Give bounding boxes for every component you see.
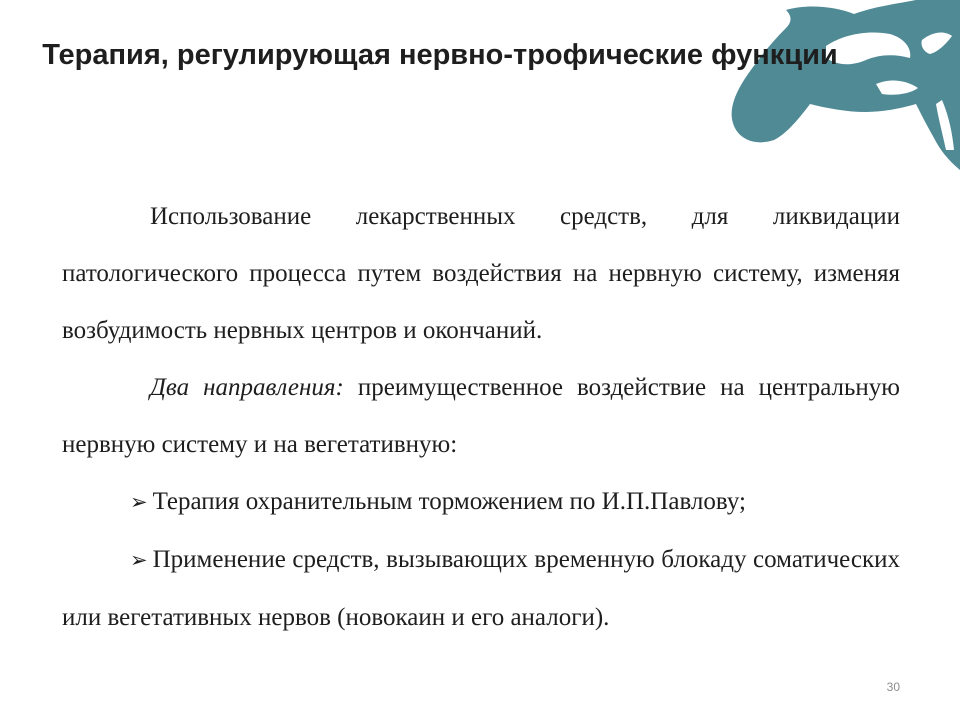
slide-title: Терапия, регулирующая нервно-трофические функции — [42, 39, 838, 71]
bullet-item — [62, 531, 900, 646]
bullet-text: Применение средств, вызывающих временную блокаду соматических или вегетативных нервов (новокаин и его аналоги). — [62, 546, 900, 631]
arrow-bullet-icon: ➢ — [130, 548, 148, 572]
directions-paragraph — [62, 359, 900, 473]
directions-lead: Два направления: — [150, 374, 344, 401]
bullet-text: Терапия охранительным торможением по И.П.Павлову; — [152, 488, 746, 515]
intro-paragraph: Использование лекарственных средств, для ликвидации патологического процесса путем воздействия на нервную систему, изменяя возбудимость нервных центров и окончаний. — [62, 203, 900, 344]
page-number: 30 — [886, 680, 900, 694]
arrow-bullet-icon: ➢ — [130, 490, 148, 514]
slide-body — [62, 188, 900, 646]
directions-text: преимущественное воздействие на центральную нервную систему и на вегетативную: — [62, 374, 900, 458]
bullet-item — [62, 473, 900, 531]
horse-head-logo — [726, 0, 960, 170]
